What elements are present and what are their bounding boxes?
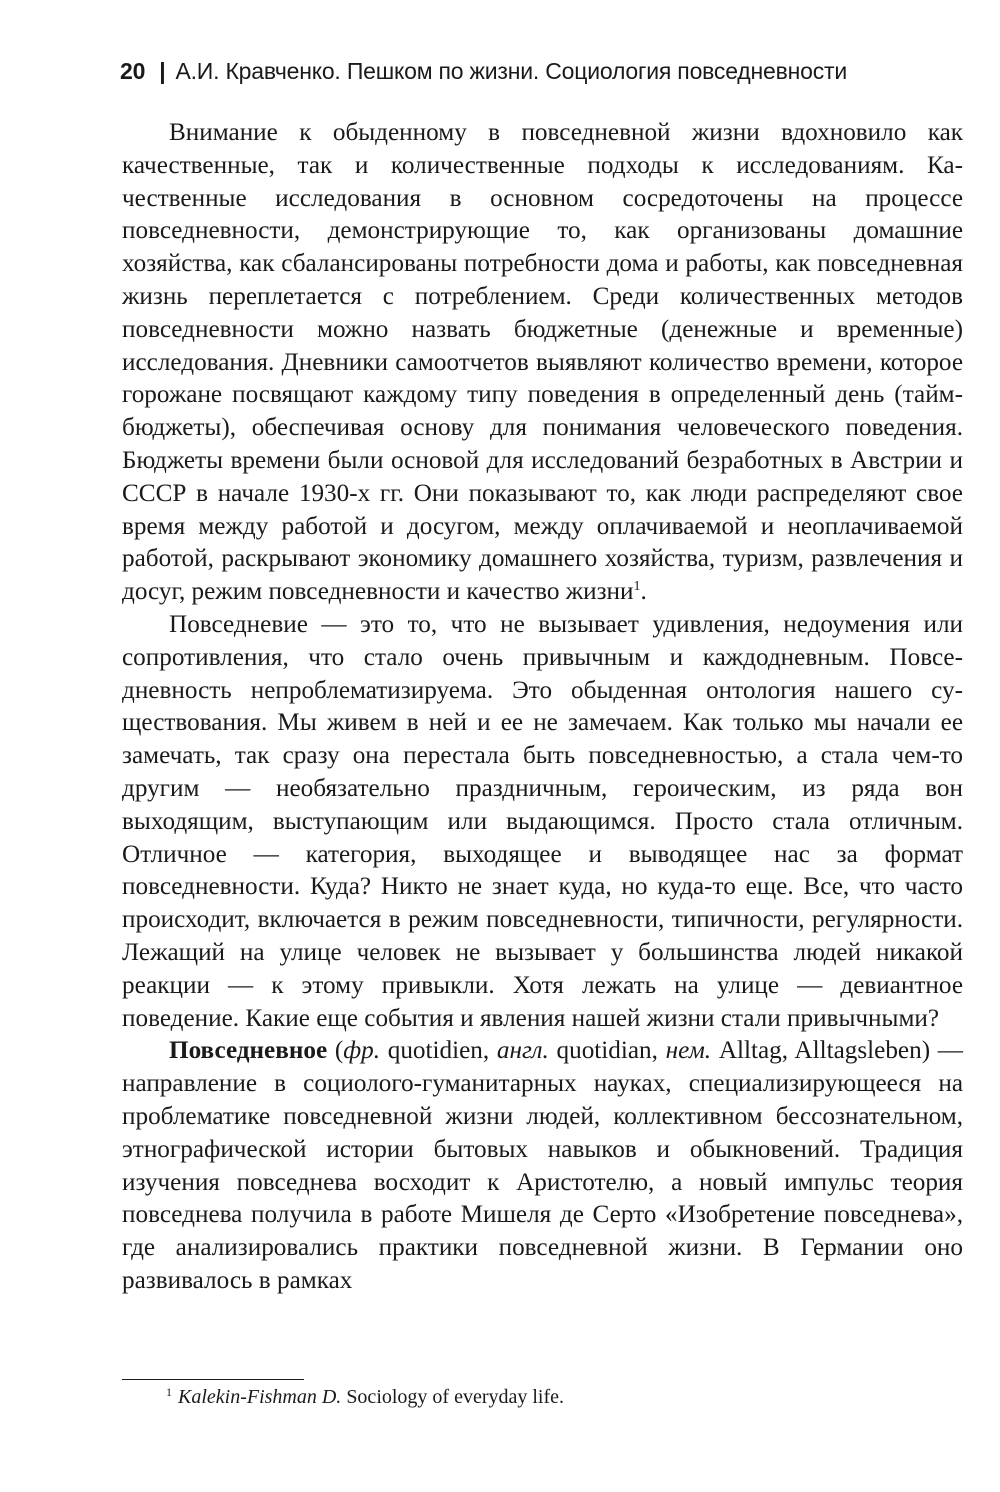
paragraph-2: [122, 609, 963, 1035]
running-header: [120, 56, 960, 86]
footnote-divider: [122, 1379, 304, 1380]
paragraph-3-rest: Alltag, Alltagsleben) — направление в социолого-гуманитарных науках, специализирующееся на проблематике повседневной жизни людей, коллективном бессознательном, этнографической истории бытовых навыков и обыкновений. Традиция изучения повседнева восходит к Аристотелю, а новый импульс теория повседнева получила в работе Мишеля де Серто «Изобретение повседнева», где анализировались практики повседневной жизни. В Германии оно развивалось в рамках: [122, 1037, 963, 1294]
footnote-reference: 1: [633, 579, 641, 595]
abbr-german: нем.: [665, 1037, 712, 1065]
body-text: [122, 117, 963, 1298]
book-title: А.И. Кравченко. Пешком по жизни. Социология повседневности: [175, 58, 848, 84]
term-heading: Повседневное: [169, 1037, 328, 1065]
footnote: [166, 1384, 963, 1410]
paragraph-3: [122, 1035, 963, 1297]
abbr-french: фр.: [343, 1037, 381, 1065]
abbr-english: англ.: [496, 1037, 549, 1065]
term-open: (: [327, 1037, 344, 1065]
footnote-author: Kalekin-Fishman D.: [178, 1386, 342, 1408]
header-separator: |: [159, 58, 166, 84]
paragraph-1-text: Внимание к обыденному в повседневной жизни вдохновило как качественные, так и количественные подходы к исследованиям. Качественные исследования в основном сосредоточены на процессе повседневности, демонстрирующие то, как организованы домашние хозяйства, как сбалансированы потребности дома и работы, как повседневная жизнь переплетается с потреблением. Среди количественных методов повседневности можно назвать бюджетные (денежные и временные) исследования. Дневники самоотчетов выявляют количество времени, которое горожане посвящают каждому типу поведения в определенный день (тайм-бюджеты), обеспечивая основу для понимания человеческого поведения. Бюджеты времени были основой для исследований безработных в Австрии и СССР в начале 1930-х гг. Они показывают то, как люди распределяют свое время между работой и досугом, между оплачиваемой и неоплачиваемой работой, раскрывают экономику домашнего хозяйства, туризм, развлечения и досуг, режим повседневности и качество жизни: [122, 119, 963, 606]
word-french: quotidien,: [380, 1037, 497, 1065]
paragraph-1-end: .: [640, 578, 647, 606]
word-english: quotidian,: [548, 1037, 666, 1065]
footnote-number: 1: [166, 1385, 172, 1399]
paragraph-2-text: Повседневие — это то, что не вызывает удивления, недоумения или сопротивления, что стало очень привычным и каждодневным. Повседневность непроблематизируема. Это обыденная онтология нашего существования. Мы живем в ней и ее не замечаем. Как только мы начали ее замечать, так сразу она перестала быть повседневностью, а стала чем-то другим — необязательно праздничным, героическим, из ряда вон выходящим, выступающим или выдающимся. Просто стала отличным. Отличное — категория, выходящее и выводящее нас за формат повседневности. Куда? Никто не знает куда, но куда-то еще. Все, что часто происходит, включается в режим повседневности, типичности, регулярности. Лежащий на улице человек не вызывает у большинства людей никакой реакции — к этому привыкли. Хотя лежать на улице — девиантное поведение. Какие еще события и явления нашей жизни стали привычными?: [122, 610, 963, 1032]
footnote-title: Sociology of everyday life.: [341, 1386, 565, 1408]
page-number: 20: [120, 58, 146, 84]
paragraph-1: [122, 117, 963, 609]
